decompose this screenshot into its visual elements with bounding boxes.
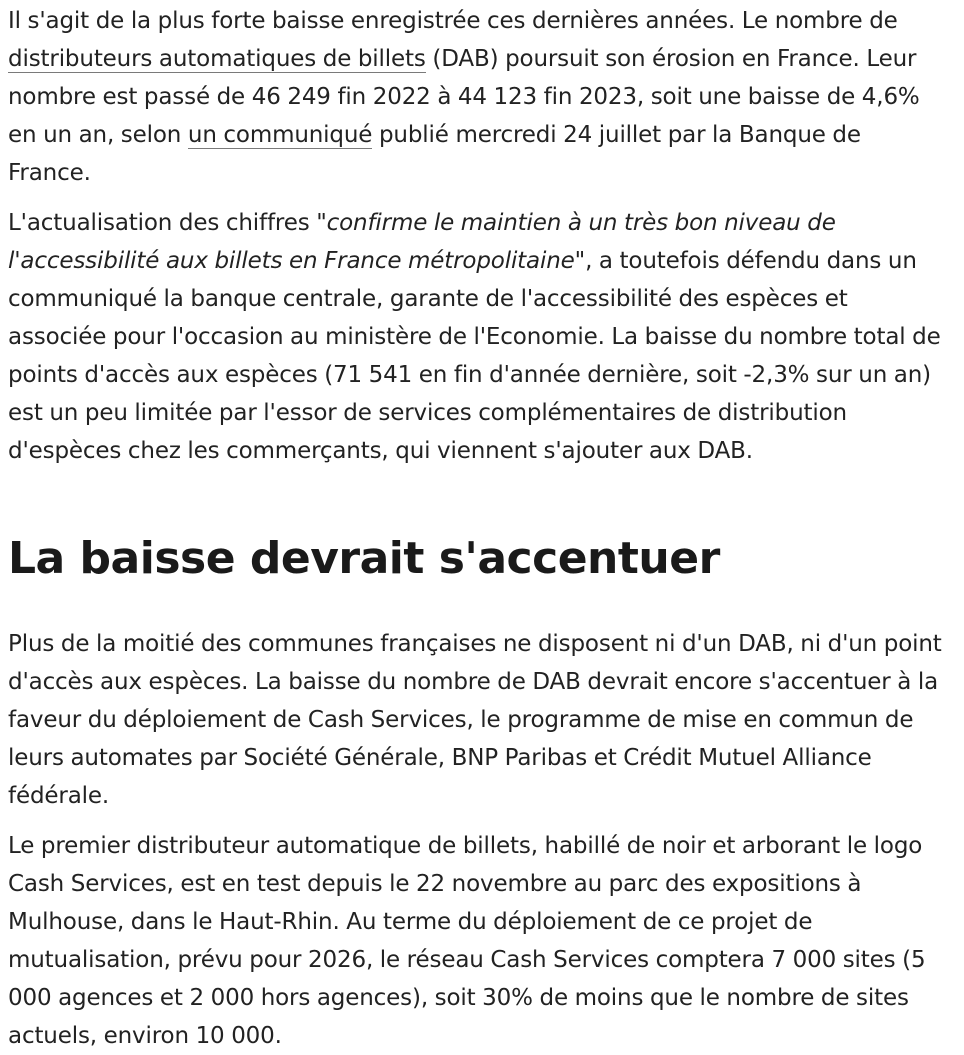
link-distributeurs-automatiques[interactable]: distributeurs automatiques de billets bbox=[8, 46, 426, 72]
paragraph-cash-services: Le premier distributeur automatique de billets, habillé de noir et arborant le logo Cash Services, est en test depuis le 22 novembre au parc des expositions à Mulhouse, dans le Haut-Rhin. Au terme du déploiement de ce projet de mutualisation, prévu pour 2026, le réseau Cash Services comptera 7 000 sites (5 000 agences et 2 000 hors agences), soit 30% de moins que le nombre de sites actuels, environ 10 000. bbox=[8, 833, 926, 1049]
paragraph-intro-text-c: publié mercredi 24 juillet par la Banque de France. bbox=[8, 122, 861, 186]
paragraph-quote-text-b: ", a toutefois défendu dans un communiqué la banque centrale, garante de l'accessibilité des espèces et associée pour l'occasion au ministère de l'Economie. La baisse du nombre total de points d'accès aux espèces (71 541 en fin d'année dernière, soit -2,3% sur un an) est un peu limitée par l'essor de services complémentaires de distribution d'espèces chez les commerçants, qui viennent s'ajouter aux DAB. bbox=[8, 248, 941, 464]
paragraph-intro-text-b: (DAB) poursuit son érosion en France. Leur nombre est passé de 46 249 fin 2022 à 44 123 fin 2023, soit une baisse de 4,6% en un an, selon bbox=[8, 46, 920, 148]
paragraph-quote bbox=[8, 204, 950, 470]
section-heading: La baisse devrait s'accentuer bbox=[8, 533, 720, 584]
article-body bbox=[0, 2, 950, 1055]
paragraph-communes: Plus de la moitié des communes françaises ne disposent ni d'un DAB, ni d'un point d'accès aux espèces. La baisse du nombre de DAB devrait encore s'accentuer à la faveur du déploiement de Cash Services, le programme de mise en commun de leurs automates par Société Générale, BNP Paribas et Crédit Mutuel Alliance fédérale. bbox=[8, 631, 942, 809]
quote-text: confirme le maintien à un très bon niveau de l'accessibilité aux billets en France métropolitaine bbox=[8, 210, 836, 274]
paragraph-intro bbox=[8, 2, 950, 192]
link-communique[interactable]: un communiqué bbox=[187, 122, 373, 148]
paragraph-quote-text-a: L'actualisation des chiffres " bbox=[8, 210, 327, 236]
paragraph-intro-text-a: Il s'agit de la plus forte baisse enregistrée ces dernières années. Le nombre de bbox=[8, 8, 898, 34]
